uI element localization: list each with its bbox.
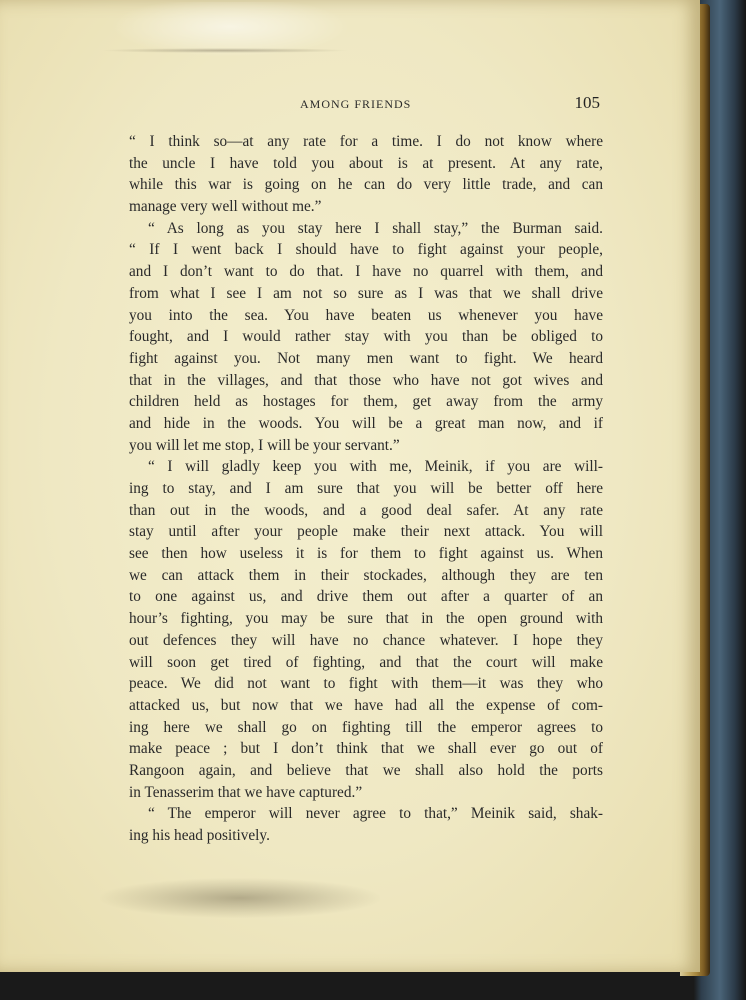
- text-line: you will let me stop, I will be your servant.”: [129, 436, 400, 454]
- text-line: fight against you. Not many men want to fight. We heard: [129, 349, 603, 367]
- text-line: stay until after your people make their next attack. You will: [129, 523, 603, 541]
- text-line: see then how useless it is for them to fight against us. When: [129, 545, 603, 563]
- text-line: the uncle I have told you about is at present. At any rate,: [129, 154, 603, 172]
- text-line: that in the villages, and that those who have not got wives and: [129, 371, 603, 389]
- text-line: ing to stay, and I am sure that you will be better off here: [129, 480, 603, 497]
- text-line: and I don’t want to do that. I have no quarrel with them, and: [129, 263, 603, 281]
- text-line: ing his head positively.: [129, 827, 270, 844]
- text-line: you into the sea. You have beaten us whenever you have: [129, 306, 603, 324]
- text-line: will soon get tired of fighting, and that the court will make: [129, 653, 603, 671]
- text-line: Rangoon again, and believe that we shall also hold the ports: [129, 761, 603, 779]
- text-line: attacked us, but now that we have had all the expense of com-: [129, 696, 603, 714]
- text-line: hour’s fighting, you may be sure that in the open ground with: [129, 610, 603, 628]
- text-line: in Tenasserim that we have captured.”: [129, 783, 363, 801]
- text-line: from what I see I am not so sure as I was that we shall drive: [129, 284, 603, 302]
- scan-mark-top: [100, 48, 350, 53]
- scan-smudge-bottom: [100, 878, 380, 918]
- running-title: AMONG FRIENDS: [300, 97, 412, 111]
- text-line: and hide in the woods. You will be a great man now, and if: [129, 414, 603, 432]
- text-line: to one against us, and drive them out after a quarter of an: [129, 588, 603, 606]
- text-line: “ The emperor will never agree to that,” Meinik said, shak-: [148, 805, 603, 823]
- body-text: [129, 131, 603, 847]
- text-line: than out in the woods, and a good deal safer. At any rate: [129, 501, 603, 519]
- text-line: “ As long as you stay here I shall stay,” the Burman said.: [148, 219, 603, 237]
- running-header: [300, 93, 600, 117]
- text-line: out defences they will have no chance whatever. I hope they: [129, 631, 603, 649]
- text-line: while this war is going on he can do very little trade, and can: [129, 176, 603, 194]
- text-line: “ If I went back I should have to fight against your people,: [129, 241, 603, 259]
- text-line: children held as hostages for them, get away from the army: [129, 393, 603, 411]
- text-line: manage very well without me.”: [129, 198, 322, 216]
- text-line: peace. We did not want to fight with them—it was they who: [129, 675, 603, 693]
- text-line: ing here we shall go on fighting till the emperor agrees to: [129, 718, 603, 736]
- text-line: “ I think so—at any rate for a time. I do not know where: [129, 133, 603, 150]
- text-line: we can attack them in their stockades, although they are ten: [129, 566, 603, 584]
- text-line: “ I will gladly keep you with me, Meinik, if you are will-: [148, 458, 603, 476]
- text-line: make peace ; but I don’t think that we shall ever go out of: [129, 740, 603, 758]
- text-line: fought, and I would rather stay with you than be obliged to: [129, 328, 603, 346]
- page-number: 105: [574, 93, 600, 112]
